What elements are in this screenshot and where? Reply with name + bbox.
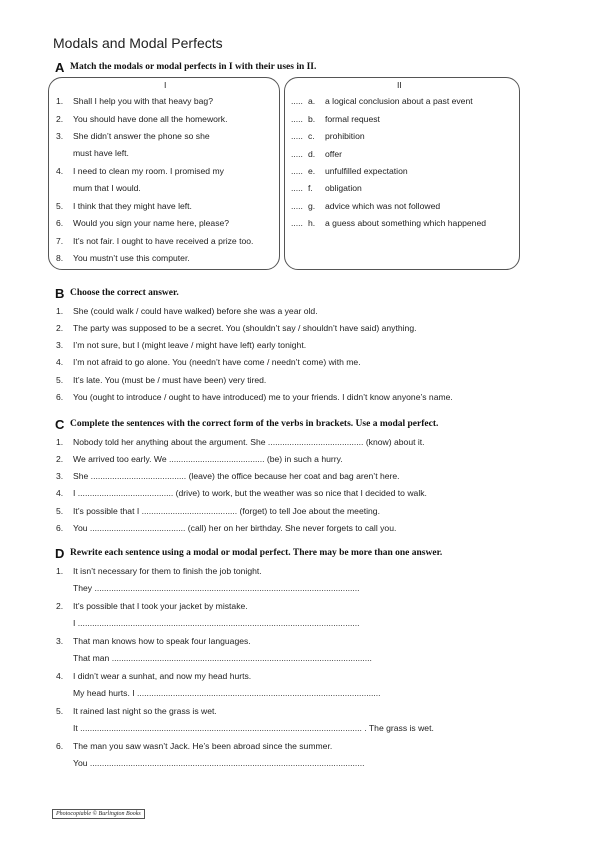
section-b-instruction: Choose the correct answer. (70, 288, 179, 298)
item-number: 4. (56, 357, 64, 367)
answer-blank: ..... (291, 96, 303, 106)
rewrite-answer-line: That man ............................................................................................................. (73, 653, 372, 663)
fill-in-sentence: Nobody told her anything about the argument. She ........................................ (know) about it. (73, 437, 425, 447)
item-number: 6. (56, 741, 64, 751)
section-d-instruction: Rewrite each sentence using a modal or modal perfect. There may be more than one answer. (70, 548, 443, 558)
choice-sentence: I’m not afraid to go alone. You (needn’t have come / needn’t come) with me. (73, 357, 361, 367)
item-number: 1. (56, 96, 64, 106)
item-number: 3. (56, 131, 64, 141)
rewrite-prompt: It isn’t necessary for them to finish the job tonight. (73, 566, 262, 576)
item-number: 5. (56, 506, 64, 516)
item-number: 1. (56, 566, 64, 576)
match-sentence: mum that I would. (73, 183, 141, 193)
item-number: 2. (56, 601, 64, 611)
use-letter: e. (308, 166, 316, 176)
item-number: 5. (56, 706, 64, 716)
use-description: a logical conclusion about a past event (325, 96, 473, 106)
match-sentence: I think that they might have left. (73, 201, 192, 211)
fill-in-sentence: You ........................................ (call) her on her birthday. She never forgets to call you. (73, 523, 397, 533)
use-description: a guess about something which happened (325, 218, 487, 228)
item-number: 6. (56, 392, 64, 402)
section-b-letter: B (55, 286, 65, 301)
fill-in-sentence: We arrived too early. We ........................................ (be) in such a hurry. (73, 454, 343, 464)
column-i-heading: I (164, 80, 167, 90)
section-a-letter: A (55, 60, 65, 75)
match-sentence: Would you sign your name here, please? (73, 218, 230, 228)
rewrite-answer-line: You ................................................................................................................... (73, 758, 365, 768)
use-letter: a. (308, 96, 316, 106)
use-description: advice which was not followed (325, 201, 441, 211)
item-number: 1. (56, 306, 64, 316)
use-description: obligation (325, 183, 362, 193)
answer-blank: ..... (291, 131, 303, 141)
choice-sentence: I’m not sure, but I (might leave / might have left) early tonight. (73, 340, 307, 350)
rewrite-answer-line: I ...................................................................................................................... (73, 618, 360, 628)
match-sentence: You should have done all the homework. (73, 114, 228, 124)
match-sentence: I need to clean my room. I promised my (73, 166, 224, 176)
use-description: unfulfilled expectation (325, 166, 408, 176)
copyright-footer: Photocopiable © Burlington Books (52, 809, 145, 819)
section-c-letter: C (55, 417, 65, 432)
fill-in-sentence: It’s possible that I ........................................ (forget) to tell Joe about the meeting. (73, 506, 380, 516)
section-c-instruction: Complete the sentences with the correct form of the verbs in brackets. Use a modal perfect. (70, 419, 439, 429)
match-sentence: It’s not fair. I ought to have received a prize too. (73, 236, 254, 246)
item-number: 4. (56, 671, 64, 681)
item-number: 1. (56, 437, 64, 447)
choice-sentence: The party was supposed to be a secret. You (shouldn’t say / shouldn’t have said) anything. (73, 323, 417, 333)
item-number: 4. (56, 488, 64, 498)
rewrite-answer-line: My head hurts. I ...................................................................................................... (73, 688, 381, 698)
item-number: 3. (56, 636, 64, 646)
rewrite-prompt: That man knows how to speak four languages. (73, 636, 251, 646)
item-number: 3. (56, 340, 64, 350)
use-letter: h. (308, 218, 316, 228)
answer-blank: ..... (291, 201, 303, 211)
item-number: 2. (56, 454, 64, 464)
fill-in-sentence: She ........................................ (leave) the office because her coat and bag aren’t here. (73, 471, 400, 481)
use-letter: g. (308, 201, 316, 211)
fill-in-sentence: I ........................................ (drive) to work, but the weather was so nice that I decided to walk. (73, 488, 427, 498)
answer-blank: ..... (291, 149, 303, 159)
item-number: 4. (56, 166, 64, 176)
use-letter: c. (308, 131, 315, 141)
section-a-instruction: Match the modals or modal perfects in I with their uses in II. (70, 62, 317, 72)
match-sentence: You mustn’t use this computer. (73, 253, 190, 263)
rewrite-prompt: The man you saw wasn’t Jack. He’s been abroad since the summer. (73, 741, 333, 751)
match-sentence: must have left. (73, 148, 129, 158)
item-number: 3. (56, 471, 64, 481)
answer-blank: ..... (291, 114, 303, 124)
item-number: 8. (56, 253, 64, 263)
item-number: 2. (56, 114, 64, 124)
use-letter: f. (308, 183, 313, 193)
match-sentence: She didn’t answer the phone so she (73, 131, 210, 141)
answer-blank: ..... (291, 218, 303, 228)
answer-blank: ..... (291, 183, 303, 193)
rewrite-answer-line: They ............................................................................................................... (73, 583, 360, 593)
answer-blank: ..... (291, 166, 303, 176)
use-description: formal request (325, 114, 380, 124)
use-letter: d. (308, 149, 316, 159)
item-number: 6. (56, 523, 64, 533)
use-letter: b. (308, 114, 316, 124)
section-d-letter: D (55, 546, 65, 561)
column-ii-heading: II (397, 80, 402, 90)
choice-sentence: It’s late. You (must be / must have been) very tired. (73, 375, 267, 385)
item-number: 6. (56, 218, 64, 228)
item-number: 7. (56, 236, 64, 246)
item-number: 5. (56, 375, 64, 385)
rewrite-prompt: I didn’t wear a sunhat, and now my head hurts. (73, 671, 252, 681)
page-title: Modals and Modal Perfects (53, 35, 223, 51)
choice-sentence: You (ought to introduce / ought to have introduced) me to your friends. I didn’t know anyone’s name. (73, 392, 453, 402)
use-description: prohibition (325, 131, 365, 141)
rewrite-answer-line: It ...................................................................................................................... . The grass is wet. (73, 723, 434, 733)
rewrite-prompt: It’s possible that I took your jacket by mistake. (73, 601, 248, 611)
match-sentence: Shall I help you with that heavy bag? (73, 96, 213, 106)
rewrite-prompt: It rained last night so the grass is wet. (73, 706, 217, 716)
choice-sentence: She (could walk / could have walked) before she was a year old. (73, 306, 318, 316)
use-description: offer (325, 149, 343, 159)
item-number: 2. (56, 323, 64, 333)
item-number: 5. (56, 201, 64, 211)
